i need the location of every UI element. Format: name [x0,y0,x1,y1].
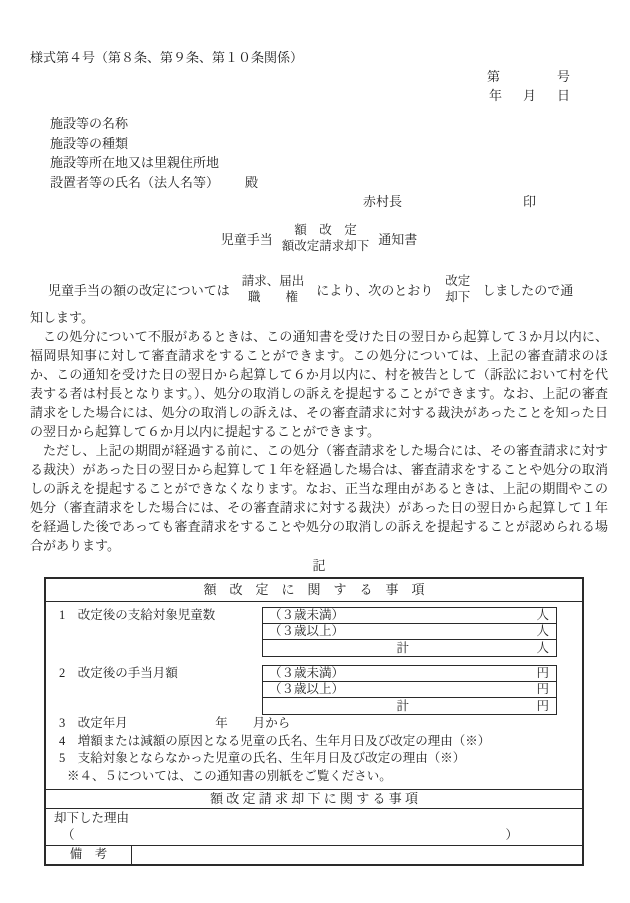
addressee-block [50,114,608,192]
item2-row-under3 [263,666,556,682]
facility-name-label: 施設等の名称 [50,116,129,131]
rejection-reason-label: 却下した理由 [54,811,130,825]
form-number: 様式第４号（第８条、第９条、第１０条関係） [30,50,304,65]
item2-row-over3 [263,682,556,698]
item1-text: 改定後の支給対象児童数 [77,608,216,622]
paren-open: （ [62,828,75,842]
rejection-reason-field [62,827,518,843]
title-suffix: 通知書 [378,231,418,247]
item2-over3-label: （３歳以上） [269,682,345,696]
intro-option2-bottom: 却下 [445,290,471,304]
main-table [44,577,584,866]
seal-mark: 印 [523,194,537,209]
item2-row-total [263,698,556,714]
number-suffix: 号 [556,69,570,84]
ki-marker: 記 [312,558,326,573]
document-title [30,219,608,257]
intro-continuation: 知します。 [30,310,94,325]
item1-over3-unit: 人 [536,624,549,638]
issuer-line [363,192,608,211]
rejection-reason-row [46,809,582,846]
document-number-line [30,67,608,86]
remarks-value [132,846,582,864]
item1-label [46,607,262,624]
item1-total-label: 計 [396,640,409,655]
item2-subtable [262,665,557,715]
date-day: 日 [556,88,570,103]
item1-row [46,607,582,657]
appeal-paragraph-2: ただし、上記の期間が経過する前に、この処分（審査請求をした場合には、その審査請求に対する裁決）があった日の翌日から起算して１年を経過した場合は、審査請求をすることや処分の取消しの訴えを提起することができなくなります。なお、正当な理由があるときは、上記の期間やこの処分（審査請求をした場合には、その審査請求に対する裁決）があった日の翌日から起算して１年を経過した後であっても審査請求をすることや処分の取消しの訴えを提起することが認められる場合があります。 [30,443,608,553]
date-line [30,86,608,105]
item1-row-under3 [263,608,556,624]
attachment-note: ※４、５については、この通知書の別紙をご覧ください。 [67,768,392,783]
amount-revision-header: 額 改 定 に 関 す る 事 項 [46,579,582,602]
intro-option2-top: 改定 [445,274,471,288]
item2-no: 2 [59,666,66,680]
date-month: 月 [522,88,536,103]
item1-subtable [262,607,557,657]
title-prefix: 児童手当 [220,231,273,247]
intro-option1-top: 請求、届出 [241,274,305,288]
item3-line: 3 改定年月 年 月から [59,716,291,730]
intro-option2-stack [445,273,470,305]
spacer [46,657,582,663]
item2-row [46,665,582,715]
intro-seg1: 児童手当の額の改定については [48,282,230,298]
item1-over3-label: （３歳以上） [269,624,345,638]
item2-over3-unit: 円 [536,682,549,696]
date-blank-1 [502,86,523,105]
amount-revision-body [46,602,582,787]
intro-option1-bottom: 職 権 [248,290,299,304]
item2-total-unit: 円 [536,698,549,713]
intro-sentence [48,270,608,308]
item1-row-over3 [263,624,556,640]
intro-option1-stack [242,273,305,305]
item2-under3-label: （３歳未満） [269,666,345,680]
remarks-row [46,846,582,864]
item1-under3-unit: 人 [536,608,549,622]
date-year: 年 [488,88,502,103]
item2-under3-unit: 円 [536,666,549,680]
appeal-paragraph-1: この処分について不服があるときは、この通知書を受けた日の翌日から起算して３か月以内に、福岡県知事に対して審査請求をすることができます。この処分については、上記の審査請求のほか、この通知を受けた日の翌日から起算して６か月以内に、村を被告として（訴訟において村を代表する者は村長となります。）、処分の取消しの訴えを提起することができます。なお、上記の審査請求をした場合には、処分の取消しの訴えは、その審査請求に対する裁決があったことを知った日の翌日から起算して６か月以内に提起することができます。 [30,329,608,439]
item2-text: 改定後の手当月額 [77,666,178,680]
item1-total-unit: 人 [536,640,549,655]
remarks-label: 備 考 [46,846,132,864]
intro-seg2: により、次のとおり [316,282,434,298]
item4-line: 4 増額または減額の原因となる児童の氏名、生年月日及び改定の理由（※） [59,733,491,748]
date-blank-2 [536,86,557,105]
number-prefix: 第 [486,69,500,84]
honorific: 殿 [245,174,259,190]
item1-no: 1 [59,608,66,622]
number-blank [500,67,557,86]
paren-close: ） [505,828,518,842]
title-option-stack [282,222,370,254]
title-option-top: 額 改 定 [294,223,357,237]
facility-type-label: 施設等の種類 [50,135,129,151]
addressee-name-line [50,173,608,193]
addressee-name-label: 設置者等の氏名（法人名等） [50,174,220,190]
title-option-bottom: 額改定請求却下 [281,239,370,253]
item5-line: 5 支給対象とならなかった児童の氏名、生年月日及び改定の理由（※） [59,751,466,765]
item1-row-total [263,640,556,656]
item1-under3-label: （３歳未満） [269,608,345,622]
rejection-header: 額 改 定 請 求 却 下 に 関 す る 事 項 [46,789,582,809]
item2-label [46,665,262,682]
issuer-name: 赤村長 [363,194,403,209]
facility-address-label: 施設等所在地又は里親住所地 [50,155,220,170]
item2-total-label: 計 [396,698,409,713]
intro-seg3: しましたので通 [482,282,574,298]
